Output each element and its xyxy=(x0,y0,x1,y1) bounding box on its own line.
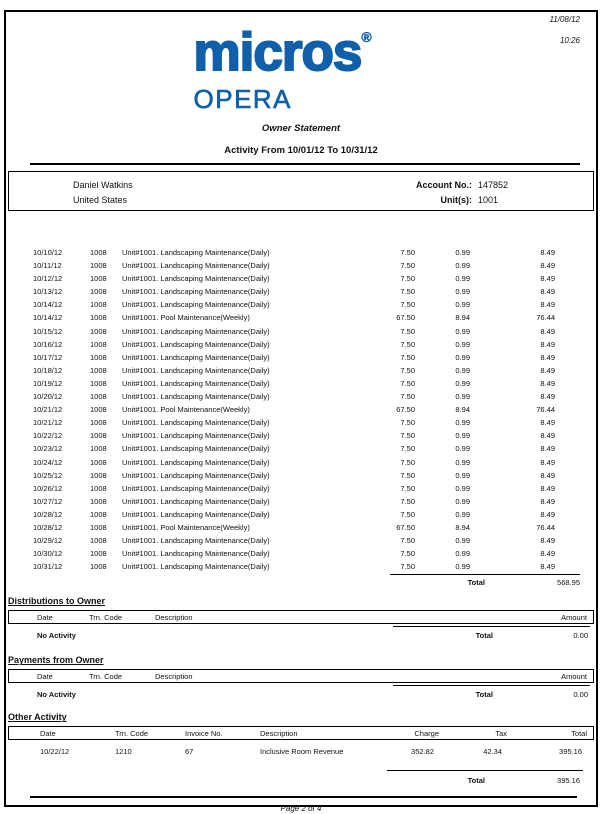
other-activity-heading: Other Activity xyxy=(8,712,67,723)
distributions-summary-row xyxy=(0,629,602,642)
activity-charge: 7.50 xyxy=(400,339,415,349)
activity-description: Unit#1001. Landscaping Maintenance(Daily) xyxy=(122,483,270,493)
activity-trn-code: 1008 xyxy=(90,562,107,572)
activity-date: 10/29/12 xyxy=(33,536,63,546)
activity-row xyxy=(0,325,602,338)
print-datetime xyxy=(549,15,580,46)
owner-country: United States xyxy=(73,195,128,205)
column-header-charge: Charge xyxy=(414,728,439,738)
activity-date: 10/28/12 xyxy=(33,509,63,519)
activity-description: Unit#1001. Landscaping Maintenance(Daily) xyxy=(122,418,270,428)
activity-total: 8.49 xyxy=(540,352,555,362)
column-header-tax: Tax xyxy=(495,728,507,738)
other-activity-total-value: 395.16 xyxy=(557,776,580,786)
activity-trn-code: 1008 xyxy=(90,261,107,271)
activity-date: 10/15/12 xyxy=(33,326,63,336)
activity-trn-code: 1008 xyxy=(90,431,107,441)
activity-tax: 0.99 xyxy=(455,536,470,546)
activity-row xyxy=(0,351,602,364)
activity-date: 10/21/12 xyxy=(33,418,63,428)
activity-total: 8.49 xyxy=(540,248,555,257)
activity-trn-code: 1008 xyxy=(90,405,107,415)
account-number-row xyxy=(339,178,508,193)
activity-row xyxy=(0,429,602,442)
column-header-trn-code: Trn. Code xyxy=(89,671,123,681)
other-activity-row xyxy=(0,745,602,758)
column-header-date: Date xyxy=(37,671,53,681)
activity-row xyxy=(0,508,602,521)
column-header-invoice-no: Invoice No. xyxy=(185,728,223,738)
activity-description: Unit#1001. Landscaping Maintenance(Daily) xyxy=(122,339,270,349)
activity-charge: 7.50 xyxy=(400,431,415,441)
other-activity-total: 395.16 xyxy=(559,747,582,757)
distributions-header-row xyxy=(8,610,594,624)
header-divider xyxy=(30,163,580,165)
other-activity-table xyxy=(0,745,602,758)
activity-total: 8.49 xyxy=(540,444,555,454)
activity-row xyxy=(0,534,602,547)
owner-name: Daniel Watkins xyxy=(73,180,133,190)
activity-row xyxy=(0,311,602,324)
activity-total: 8.49 xyxy=(540,470,555,480)
activity-tax: 8.94 xyxy=(455,313,470,323)
activity-tax: 0.99 xyxy=(455,392,470,402)
owner-address-block xyxy=(73,178,133,208)
column-header-amount: Amount xyxy=(561,671,587,681)
micros-opera-logo xyxy=(194,6,409,114)
column-header-trn-code: Trn. Code xyxy=(115,728,149,738)
activity-row xyxy=(0,403,602,416)
activity-tax: 0.99 xyxy=(455,261,470,271)
activity-range-title: Activity From 10/01/12 To 10/31/12 xyxy=(224,145,378,156)
activity-total: 8.49 xyxy=(540,274,555,284)
footer-divider xyxy=(30,796,577,798)
activity-total: 8.49 xyxy=(540,378,555,388)
activity-tax: 0.99 xyxy=(455,470,470,480)
activity-total: 8.49 xyxy=(540,392,555,402)
activity-description: Unit#1001. Landscaping Maintenance(Daily) xyxy=(122,261,270,271)
account-number-value: 147852 xyxy=(478,180,509,190)
activity-date: 10/14/12 xyxy=(33,313,63,323)
activity-tax: 0.99 xyxy=(455,562,470,572)
owner-statement-page xyxy=(0,6,602,814)
activity-description: Unit#1001. Landscaping Maintenance(Daily) xyxy=(122,457,270,467)
activity-total: 8.49 xyxy=(540,431,555,441)
activity-trn-code: 1008 xyxy=(90,549,107,559)
activity-tax: 0.99 xyxy=(455,496,470,506)
activity-charge: 7.50 xyxy=(400,392,415,402)
activity-grand-total-row xyxy=(0,576,602,589)
no-activity-label: No Activity xyxy=(37,631,76,641)
activity-date: 10/21/12 xyxy=(33,405,63,415)
activity-tax: 0.99 xyxy=(455,274,470,284)
activity-total: 8.49 xyxy=(540,287,555,297)
activity-trn-code: 1008 xyxy=(90,326,107,336)
activity-description: Unit#1001. Landscaping Maintenance(Daily) xyxy=(122,562,270,572)
activity-trn-code: 1008 xyxy=(90,418,107,428)
activity-tax: 0.99 xyxy=(455,444,470,454)
activity-tax: 0.99 xyxy=(455,483,470,493)
activity-row xyxy=(0,547,602,560)
activity-tax: 0.99 xyxy=(455,509,470,519)
activity-description: Unit#1001. Landscaping Maintenance(Daily) xyxy=(122,509,270,519)
activity-description: Unit#1001. Landscaping Maintenance(Daily) xyxy=(122,431,270,441)
activity-date: 10/19/12 xyxy=(33,378,63,388)
opera-logo-text: OPERA xyxy=(193,84,293,114)
activity-description: Unit#1001. Landscaping Maintenance(Daily) xyxy=(122,496,270,506)
activity-trn-code: 1008 xyxy=(90,300,107,310)
activity-charge: 7.50 xyxy=(400,248,415,257)
units-row xyxy=(339,193,508,208)
activity-date: 10/17/12 xyxy=(33,352,63,362)
activity-description: Unit#1001. Pool Maintenance(Weekly) xyxy=(122,522,250,532)
activity-date: 10/13/12 xyxy=(33,287,63,297)
distributions-total-value: 0.00 xyxy=(573,631,588,641)
activity-trn-code: 1008 xyxy=(90,470,107,480)
activity-total: 76.44 xyxy=(536,405,555,415)
units-label: Unit(s): xyxy=(440,195,472,205)
activity-charge: 7.50 xyxy=(400,444,415,454)
column-header-description: Description xyxy=(155,612,193,622)
activity-charge: 7.50 xyxy=(400,562,415,572)
print-time: 10:26 xyxy=(559,36,580,45)
account-info-box xyxy=(8,171,594,211)
activity-date: 10/10/12 xyxy=(33,248,63,257)
activity-total: 8.49 xyxy=(540,483,555,493)
activity-row xyxy=(0,272,602,285)
activity-charge: 7.50 xyxy=(400,365,415,375)
activity-total: 8.49 xyxy=(540,536,555,546)
activity-charge: 7.50 xyxy=(400,470,415,480)
activity-description: Unit#1001. Landscaping Maintenance(Daily) xyxy=(122,365,270,375)
activity-row xyxy=(0,521,602,534)
activity-row xyxy=(0,364,602,377)
activity-row xyxy=(0,246,602,259)
activity-total: 8.49 xyxy=(540,549,555,559)
activity-row xyxy=(0,482,602,495)
activity-tax: 0.99 xyxy=(455,287,470,297)
activity-date: 10/24/12 xyxy=(33,457,63,467)
other-activity-date: 10/22/12 xyxy=(40,747,70,757)
activity-row xyxy=(0,560,602,573)
activity-total: 8.49 xyxy=(540,509,555,519)
activity-description: Unit#1001. Landscaping Maintenance(Daily) xyxy=(122,274,270,284)
activity-tax: 0.99 xyxy=(455,418,470,428)
payments-header-row xyxy=(8,669,594,683)
activity-total: 76.44 xyxy=(536,313,555,323)
activity-description: Unit#1001. Pool Maintenance(Weekly) xyxy=(122,313,250,323)
activity-tax: 0.99 xyxy=(455,300,470,310)
activity-description: Unit#1001. Landscaping Maintenance(Daily) xyxy=(122,549,270,559)
units-value: 1001 xyxy=(478,195,499,205)
other-activity-invoice-no: 67 xyxy=(185,747,194,757)
activity-charge: 7.50 xyxy=(400,287,415,297)
activity-trn-code: 1008 xyxy=(90,287,107,297)
activity-trn-code: 1008 xyxy=(90,522,107,532)
activity-date: 10/28/12 xyxy=(33,522,63,532)
column-header-date: Date xyxy=(37,612,53,622)
activity-date: 10/30/12 xyxy=(33,549,63,559)
activity-total-label: Total xyxy=(467,578,485,588)
distributions-heading: Distributions to Owner xyxy=(8,596,106,607)
activity-row xyxy=(0,390,602,403)
activity-tax: 0.99 xyxy=(455,549,470,559)
activity-row xyxy=(0,416,602,429)
activity-total: 8.49 xyxy=(540,326,555,336)
activity-charge: 7.50 xyxy=(400,378,415,388)
activity-tax: 0.99 xyxy=(455,378,470,388)
distributions-total-rule xyxy=(393,626,590,627)
payments-total-value: 0.00 xyxy=(573,690,588,700)
activity-total: 8.49 xyxy=(540,300,555,310)
activity-total: 8.49 xyxy=(540,457,555,467)
logo-wordmark: micros xyxy=(193,23,362,82)
activity-trn-code: 1008 xyxy=(90,444,107,454)
activity-tax: 0.99 xyxy=(455,457,470,467)
activity-description: Unit#1001. Landscaping Maintenance(Daily) xyxy=(122,352,270,362)
activity-charge: 7.50 xyxy=(400,549,415,559)
activity-row xyxy=(0,285,602,298)
activity-row xyxy=(0,338,602,351)
activity-description: Unit#1001. Landscaping Maintenance(Daily) xyxy=(122,300,270,310)
activity-charge: 7.50 xyxy=(400,326,415,336)
activity-trn-code: 1008 xyxy=(90,274,107,284)
activity-row xyxy=(0,456,602,469)
payments-summary-row xyxy=(0,688,602,701)
other-activity-header-row xyxy=(8,726,594,740)
activity-trn-code: 1008 xyxy=(90,496,107,506)
activity-charge: 7.50 xyxy=(400,274,415,284)
activity-date: 10/20/12 xyxy=(33,392,63,402)
activity-charge: 7.50 xyxy=(400,536,415,546)
activity-date: 10/16/12 xyxy=(33,339,63,349)
activity-charge: 7.50 xyxy=(400,300,415,310)
activity-description: Unit#1001. Pool Maintenance(Weekly) xyxy=(122,405,250,415)
activity-trn-code: 1008 xyxy=(90,536,107,546)
activity-trn-code: 1008 xyxy=(90,365,107,375)
activity-total: 8.49 xyxy=(540,496,555,506)
statement-title: Owner Statement xyxy=(261,123,341,134)
distributions-total-label: Total xyxy=(475,631,493,641)
activity-tax: 0.99 xyxy=(455,248,470,257)
activity-description: Unit#1001. Landscaping Maintenance(Daily) xyxy=(122,536,270,546)
activity-charge: 7.50 xyxy=(400,483,415,493)
other-activity-total-label: Total xyxy=(467,776,485,786)
activity-date: 10/26/12 xyxy=(33,483,63,493)
other-activity-charge: 352.82 xyxy=(411,747,434,757)
activity-tax: 0.99 xyxy=(455,365,470,375)
activity-total-value: 568.95 xyxy=(557,578,580,588)
registered-trademark-icon: ® xyxy=(361,29,372,45)
activity-description: Unit#1001. Landscaping Maintenance(Daily) xyxy=(122,392,270,402)
activity-description: Unit#1001. Landscaping Maintenance(Daily) xyxy=(122,470,270,480)
activity-charge: 67.50 xyxy=(396,405,415,415)
activity-row xyxy=(0,259,602,272)
activity-row xyxy=(0,377,602,390)
activity-trn-code: 1008 xyxy=(90,392,107,402)
column-header-date: Date xyxy=(40,728,56,738)
account-number-label: Account No.: xyxy=(416,180,472,190)
activity-row xyxy=(0,442,602,455)
activity-charge: 7.50 xyxy=(400,261,415,271)
account-number-block xyxy=(339,178,508,208)
page-number: Page 2 of 4 xyxy=(280,804,322,814)
activity-row xyxy=(0,469,602,482)
activity-trn-code: 1008 xyxy=(90,313,107,323)
activity-description: Unit#1001. Landscaping Maintenance(Daily) xyxy=(122,248,270,257)
column-header-trn-code: Trn. Code xyxy=(89,612,123,622)
activity-tax: 0.99 xyxy=(455,339,470,349)
activity-date: 10/14/12 xyxy=(33,300,63,310)
activity-total: 76.44 xyxy=(536,522,555,532)
column-header-total: Total xyxy=(571,728,587,738)
other-activity-tax: 42.34 xyxy=(483,747,502,757)
other-activity-description: Inclusive Room Revenue xyxy=(260,747,344,757)
activity-charge: 7.50 xyxy=(400,457,415,467)
activity-trn-code: 1008 xyxy=(90,509,107,519)
activity-charge: 67.50 xyxy=(396,313,415,323)
activity-tax: 8.94 xyxy=(455,522,470,532)
activity-date: 10/11/12 xyxy=(33,261,62,271)
activity-trn-code: 1008 xyxy=(90,378,107,388)
activity-date: 10/27/12 xyxy=(33,496,63,506)
payments-total-label: Total xyxy=(475,690,493,700)
activity-trn-code: 1008 xyxy=(90,457,107,467)
activity-description: Unit#1001. Landscaping Maintenance(Daily) xyxy=(122,378,270,388)
column-header-description: Description xyxy=(155,671,193,681)
activity-trn-code: 1008 xyxy=(90,248,107,257)
activity-row xyxy=(0,298,602,311)
other-activity-grand-total-row xyxy=(0,774,602,787)
print-date: 11/08/12 xyxy=(549,15,580,24)
activity-total: 8.49 xyxy=(540,365,555,375)
activity-charge: 7.50 xyxy=(400,496,415,506)
activity-charge: 7.50 xyxy=(400,352,415,362)
other-activity-trn-code: 1210 xyxy=(115,747,132,757)
activity-date: 10/22/12 xyxy=(33,431,63,441)
activity-total: 8.49 xyxy=(540,562,555,572)
activity-tax: 0.99 xyxy=(455,431,470,441)
column-header-description: Description xyxy=(260,728,298,738)
other-activity-total-rule xyxy=(387,770,583,771)
activity-charge: 7.50 xyxy=(400,509,415,519)
activity-total: 8.49 xyxy=(540,418,555,428)
activity-tax: 8.94 xyxy=(455,405,470,415)
activity-description: Unit#1001. Landscaping Maintenance(Daily) xyxy=(122,287,270,297)
payments-total-rule xyxy=(393,685,590,686)
column-header-amount: Amount xyxy=(561,612,587,622)
activity-total: 8.49 xyxy=(540,339,555,349)
activity-date: 10/23/12 xyxy=(33,444,63,454)
activity-date: 10/18/12 xyxy=(33,365,63,375)
activity-tax: 0.99 xyxy=(455,326,470,336)
no-activity-label: No Activity xyxy=(37,690,76,700)
unit-activity-table xyxy=(0,246,602,573)
activity-row xyxy=(0,495,602,508)
activity-trn-code: 1008 xyxy=(90,339,107,349)
activity-trn-code: 1008 xyxy=(90,352,107,362)
activity-charge: 7.50 xyxy=(400,418,415,428)
activity-charge: 67.50 xyxy=(396,522,415,532)
activity-tax: 0.99 xyxy=(455,352,470,362)
activity-date: 10/31/12 xyxy=(33,562,63,572)
activity-description: Unit#1001. Landscaping Maintenance(Daily) xyxy=(122,326,270,336)
activity-date: 10/25/12 xyxy=(33,470,63,480)
micros-logo-text xyxy=(194,6,409,84)
activity-trn-code: 1008 xyxy=(90,483,107,493)
activity-total: 8.49 xyxy=(540,261,555,271)
payments-heading: Payments from Owner xyxy=(8,655,104,666)
activity-total-rule xyxy=(390,574,580,575)
activity-date: 10/12/12 xyxy=(33,274,63,284)
activity-description: Unit#1001. Landscaping Maintenance(Daily) xyxy=(122,444,270,454)
